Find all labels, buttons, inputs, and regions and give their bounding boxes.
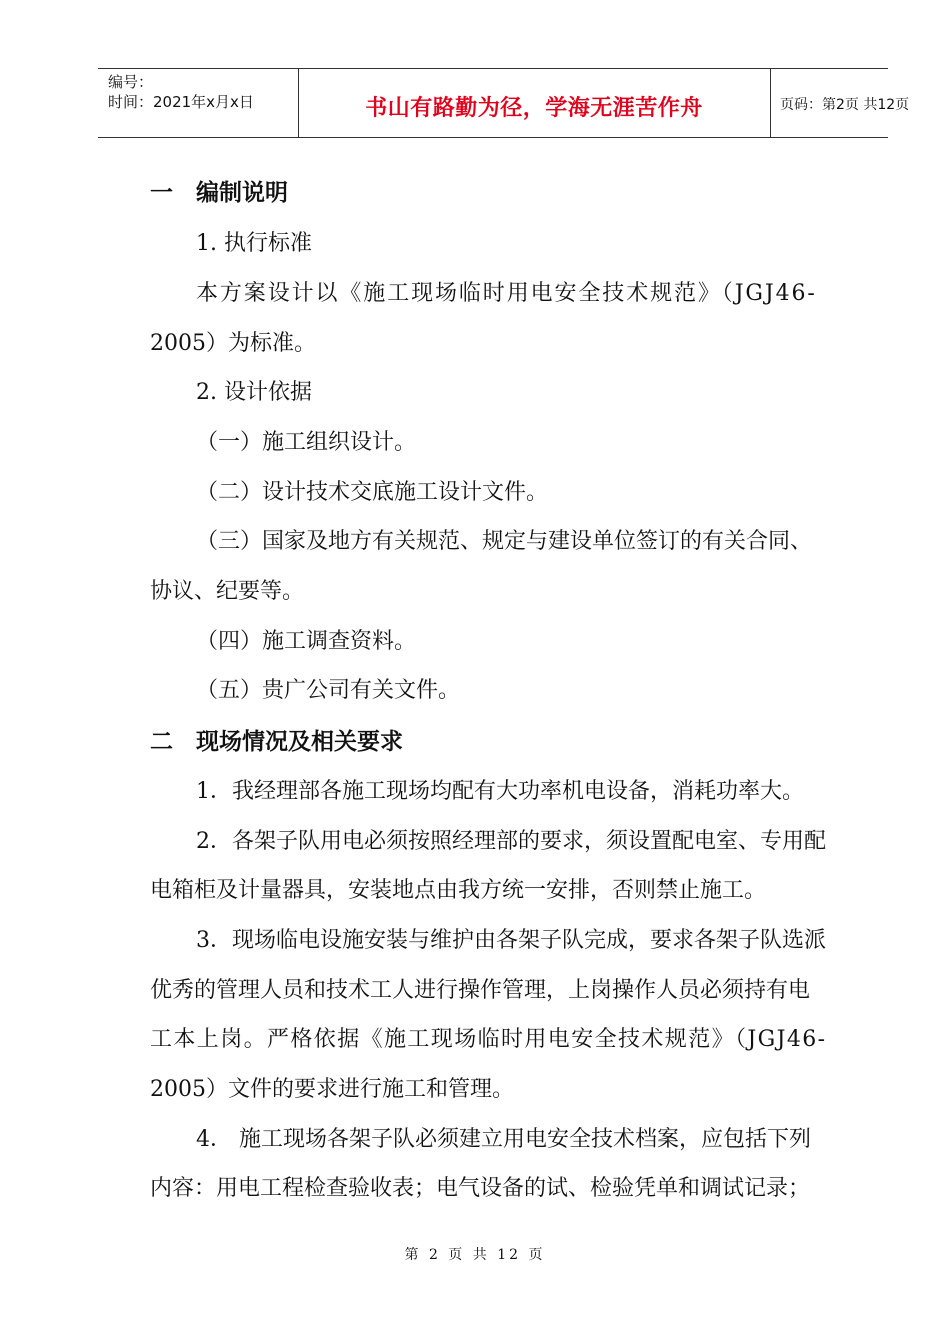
paragraph: （三）国家及地方有关规范、规定与建设单位签订的有关合同、 [196, 529, 813, 554]
paragraph: （四）施工调查资料。 [196, 629, 417, 654]
paragraph: 3．现场临电设施安装与维护由各架子队完成，要求各架子队选派 [196, 928, 826, 953]
paragraph: 电箱柜及计量器具，安装地点由我方统一安排，否则禁止施工。 [150, 878, 767, 903]
paragraph: （一）施工组织设计。 [196, 430, 417, 455]
paragraph: 2. 设计依据 [196, 380, 312, 405]
paragraph: 2005）为标准。 [150, 331, 316, 356]
section-2-heading [150, 727, 403, 757]
paragraph: （二）设计技术交底施工设计文件。 [196, 480, 549, 505]
page-header [98, 68, 910, 138]
document-time: 时间：2021年x月x日 [108, 93, 254, 111]
header-page-info: 页码：第2页 共12页 [780, 97, 910, 113]
paragraph: 协议、纪要等。 [150, 579, 305, 604]
section-1-number: 一 [150, 180, 173, 206]
document-number-label: 编号： [108, 73, 154, 91]
paragraph: 优秀的管理人员和技术工人进行操作管理，上岗操作人员必须持有电 [150, 978, 811, 1003]
section-2-number: 二 [150, 729, 173, 755]
paragraph: 2005）文件的要求进行施工和管理。 [150, 1077, 514, 1102]
header-page-cell [770, 69, 910, 137]
page-footer: 第 2 页 共 12 页 [404, 1247, 546, 1263]
paragraph: 1．我经理部各施工现场均配有大功率机电设备，消耗功率大。 [196, 779, 804, 804]
paragraph: 2．各架子队用电必须按照经理部的要求，须设置配电室、专用配 [196, 829, 826, 854]
paragraph: 4． 施工现场各架子队必须建立用电安全技术档案，应包括下列 [196, 1127, 811, 1152]
paragraph: 本方案设计以《施工现场临时用电安全技术规范》（JGJ46- [196, 281, 817, 306]
paragraph: 内容：用电工程检查验收表；电气设备的试、检验凭单和调试记录； [150, 1176, 811, 1201]
section-1-heading [150, 178, 288, 208]
section-2-title: 现场情况及相关要求 [196, 729, 403, 755]
paragraph: 1. 执行标准 [196, 231, 312, 256]
paragraph: 工本上岗。严格依据《施工现场临时用电安全技术规范》（JGJ46- [150, 1027, 827, 1052]
header-motto: 书山有路勤为径，学海无涯苦作舟 [365, 96, 703, 121]
header-motto-cell [298, 69, 771, 137]
header-meta [98, 69, 299, 137]
section-1-title: 编制说明 [196, 180, 288, 206]
paragraph: （五）贵广公司有关文件。 [196, 678, 461, 703]
